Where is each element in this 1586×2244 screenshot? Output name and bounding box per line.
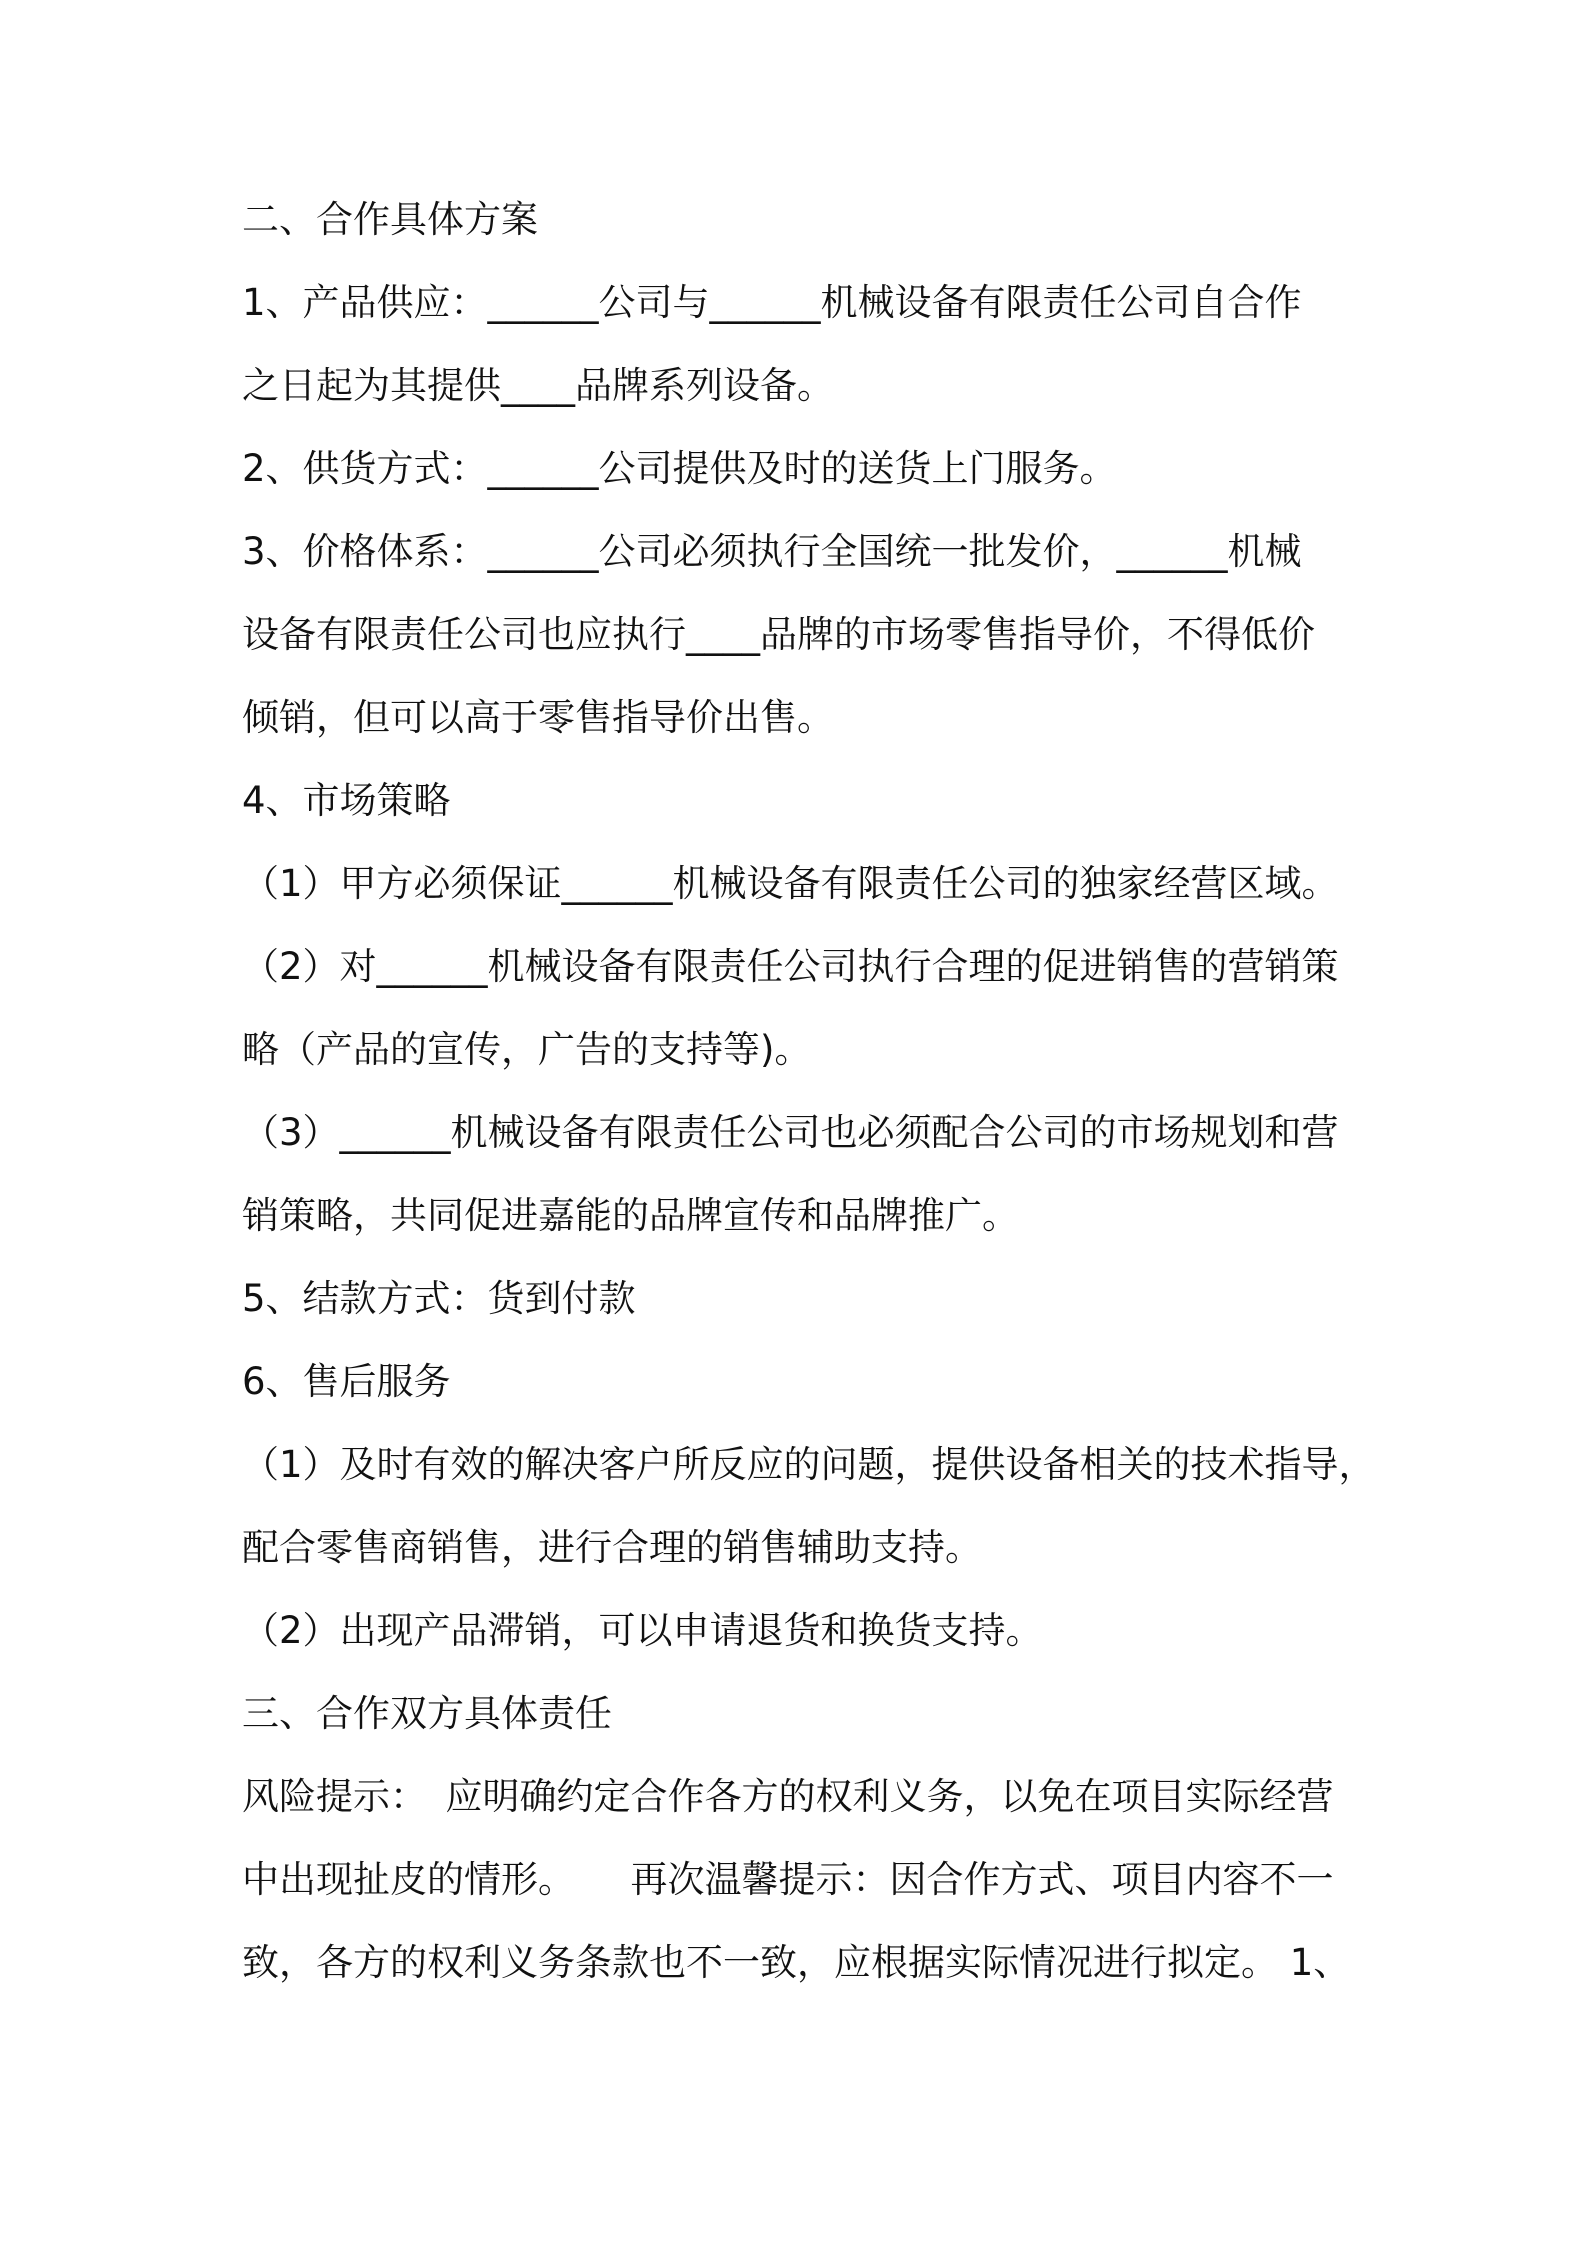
text-line: 配合零售商销售，进行合理的销售辅助支持。 [242,1526,982,1569]
section-heading-cooperation-plan: 二、合作具体方案 [242,198,538,241]
text-line: 致，各方的权利义务条款也不一致，应根据实际情况进行拟定。 1、 [242,1941,1351,1984]
text-line: 3、价格体系：______公司必须执行全国统一批发价，______机械 [242,530,1302,573]
text-line: 5、结款方式：货到付款 [242,1277,636,1320]
section-heading-responsibilities: 三、合作双方具体责任 [242,1692,612,1735]
text-line: 倾销，但可以高于零售指导价出售。 [242,696,834,739]
text-line: 中出现扯皮的情形。 再次温馨提示：因合作方式、项目内容不一 [242,1858,1334,1901]
text-line: 设备有限责任公司也应执行____品牌的市场零售指导价，不得低价 [242,613,1315,656]
text-line: 4、市场策略 [242,779,451,822]
text-line: 之日起为其提供____品牌系列设备。 [242,364,834,407]
text-line: （1）及时有效的解决客户所反应的问题，提供设备相关的技术指导， [242,1443,1376,1486]
text-line: 风险提示： 应明确约定合作各方的权利义务，以免在项目实际经营 [242,1775,1334,1818]
text-line: 销策略，共同促进嘉能的品牌宣传和品牌推广。 [242,1194,1019,1237]
text-line: （3）______机械设备有限责任公司也必须配合公司的市场规划和营 [242,1111,1339,1154]
text-line: （2）出现产品滞销，可以申请退货和换货支持。 [242,1609,1043,1652]
text-line: （1）甲方必须保证______机械设备有限责任公司的独家经营区域。 [242,862,1339,905]
text-line: （2）对______机械设备有限责任公司执行合理的促进销售的营销策 [242,945,1339,988]
text-line: 略（产品的宣传，广告的支持等)。 [242,1028,812,1071]
text-line: 2、供货方式：______公司提供及时的送货上门服务。 [242,447,1117,490]
text-line: 6、售后服务 [242,1360,451,1403]
text-line: 1、产品供应：______公司与______机械设备有限责任公司自合作 [242,281,1302,324]
